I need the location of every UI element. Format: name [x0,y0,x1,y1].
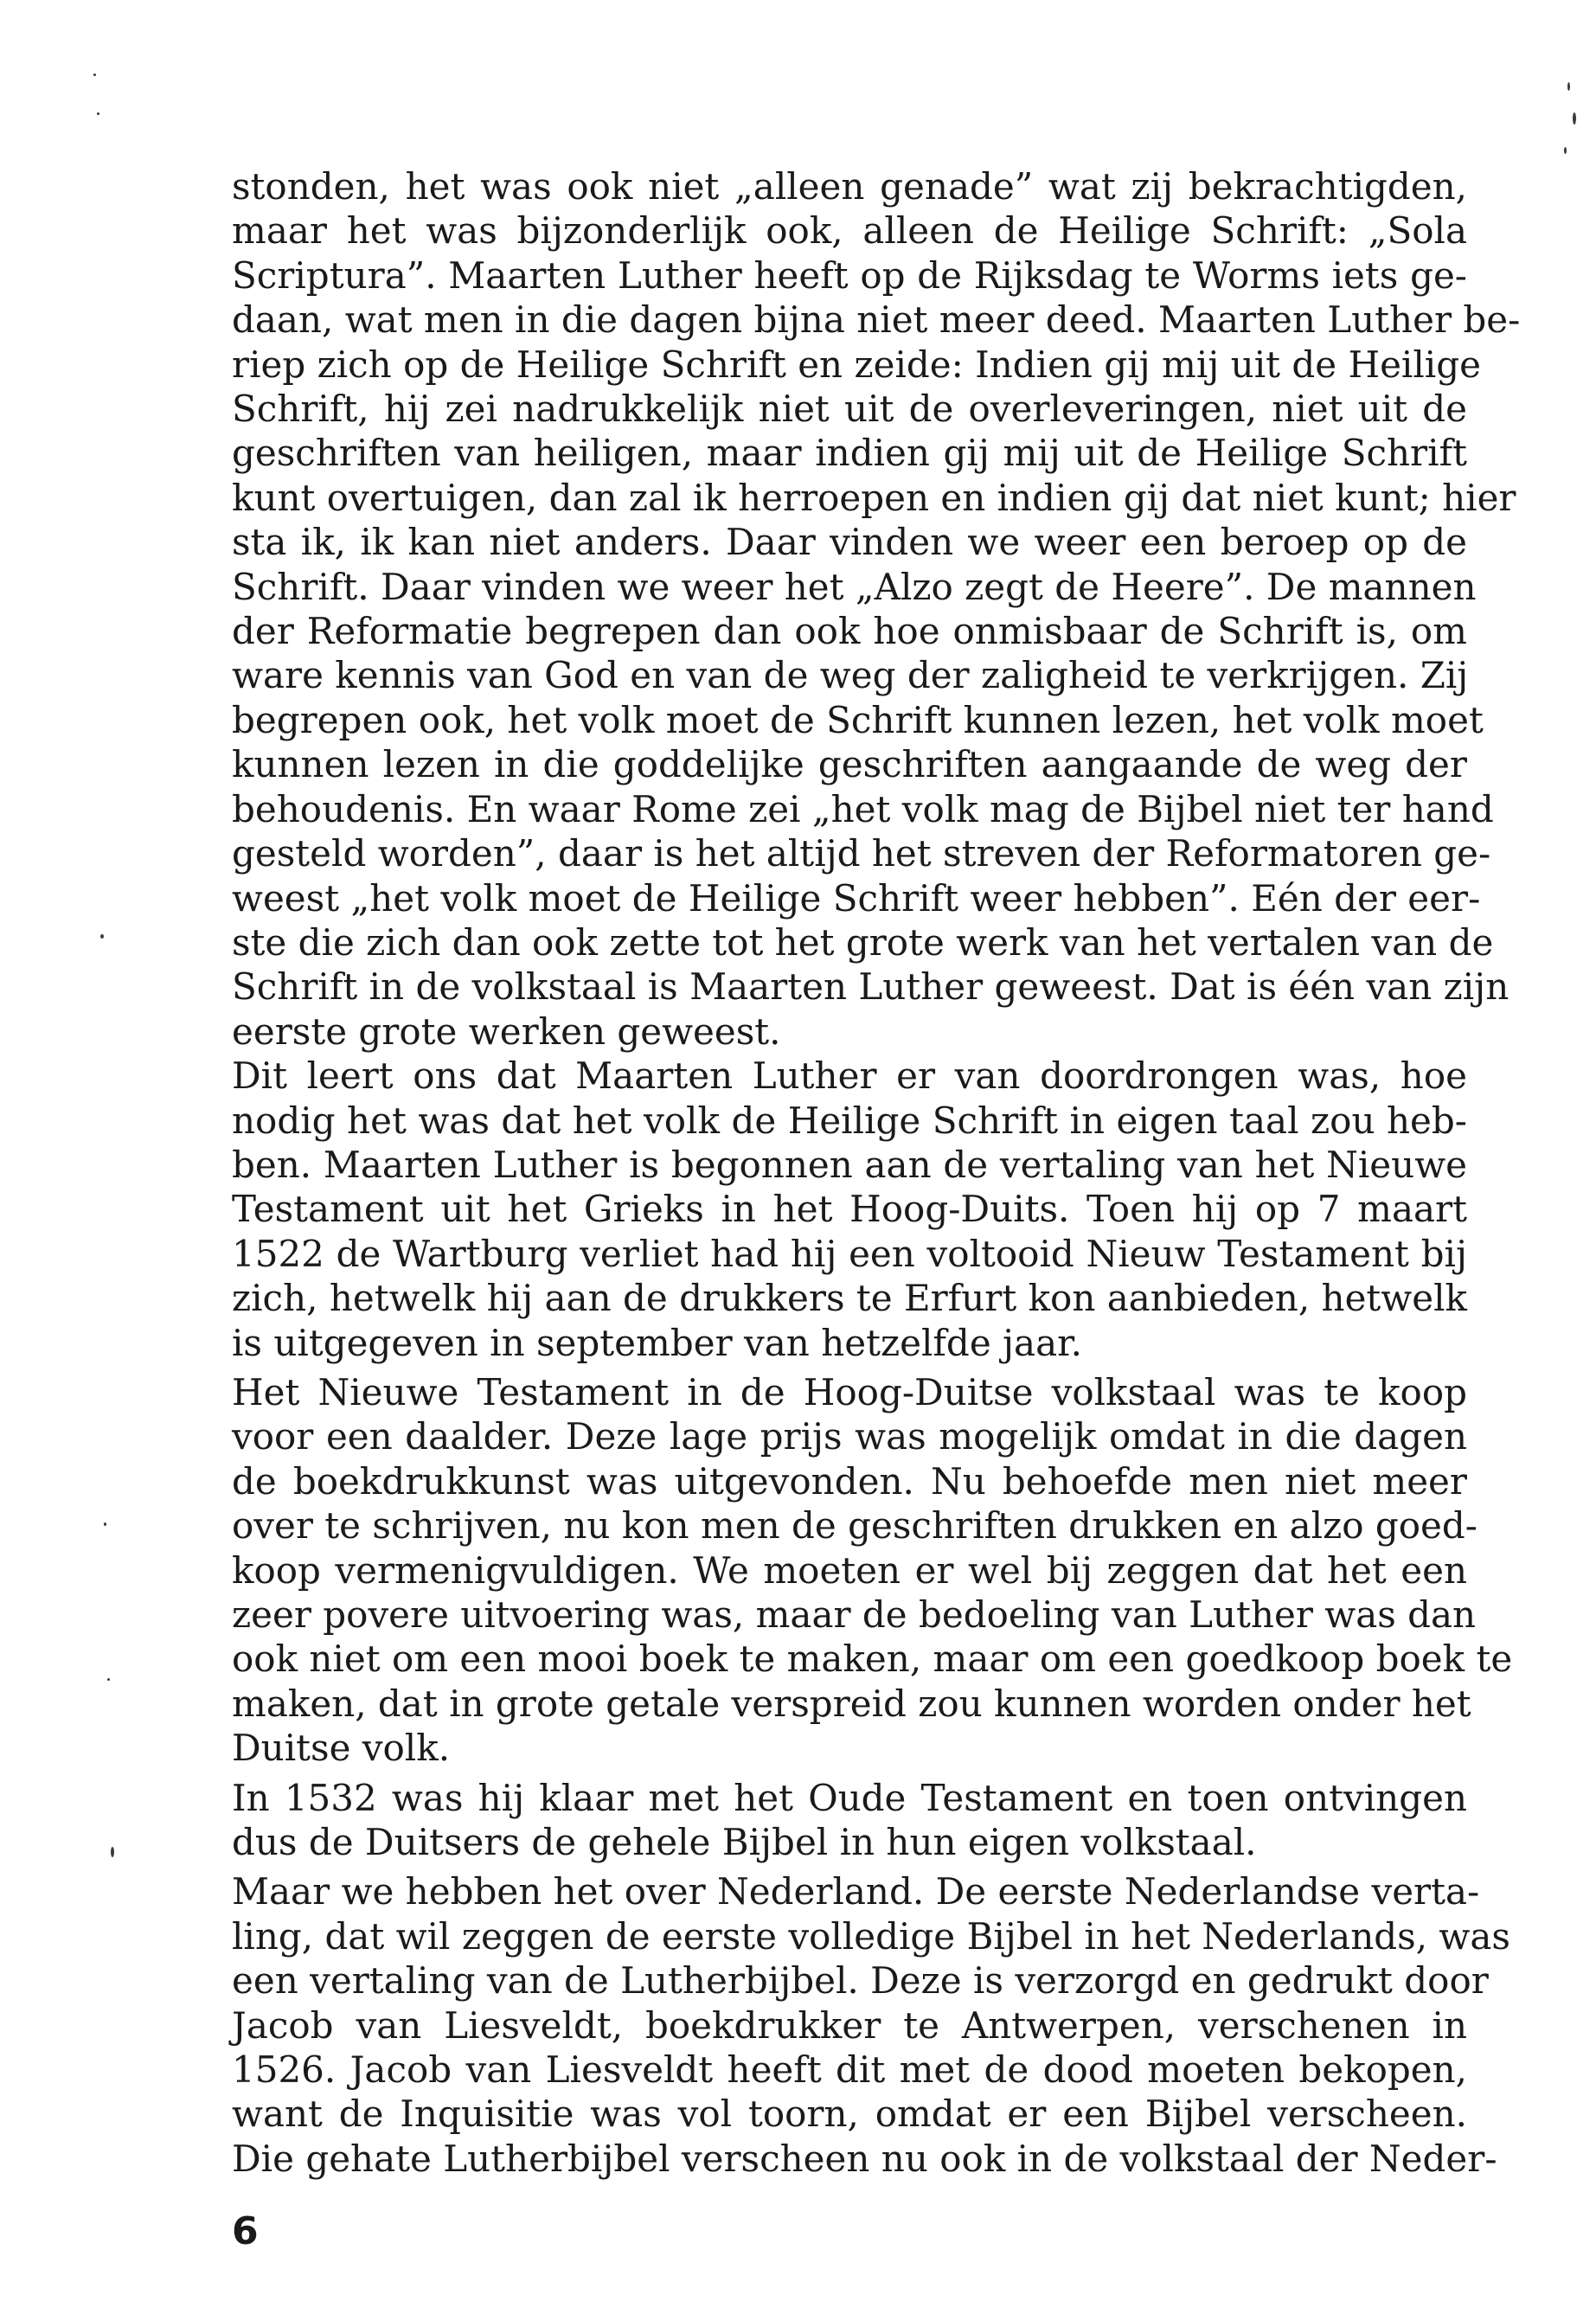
text-line: ook niet om een mooi boek te maken, maar om een goedkoop boek te [232,1638,1513,1681]
text-line: sta ik, ik kan niet anders. Daar vinden we weer een beroep op de [232,521,1467,564]
scan-speck [1573,112,1576,125]
text-line: stonden, het was ook niet „alleen genade” wat zij bekrachtigden, [232,165,1467,208]
paragraph [232,1054,1467,1365]
text-line: der Reformatie begrepen dan ook hoe onmisbaar de Schrift is, om [232,610,1467,653]
text-line: In 1532 was hij klaar met het Oude Testament en toen ontvingen [232,1776,1467,1819]
text-line: maken, dat in grote getale verspreid zou kunnen worden onder het [232,1682,1471,1725]
text-line: eerste grote werken geweest. [232,1009,781,1053]
text-line: daan, wat men in die dagen bijna niet meer deed. Maarten Luther be- [232,298,1521,342]
text-line: Schrift. Daar vinden we weer het „Alzo zegt de Heere”. De mannen [232,565,1477,608]
scan-speck [93,74,96,76]
text-line: Schrift in de volkstaal is Maarten Luther geweest. Dat is één van zijn [232,965,1509,1009]
text-line: ste die zich dan ook zette tot het grote werk van het vertalen van de [232,920,1494,964]
paragraph [232,1370,1513,1771]
scan-speck [1564,147,1567,154]
body-text [232,164,1521,2181]
scan-speck [104,1522,106,1526]
text-line: Maar we hebben het over Nederland. De eerste Nederlandse verta- [232,1870,1480,1913]
text-line: ling, dat wil zeggen de eerste volledige Bijbel in het Nederlands, was [232,1914,1510,1958]
text-line: voor een daalder. Deze lage prijs was mogelijk omdat in die dagen [232,1415,1467,1458]
text-line: Scriptura”. Maarten Luther heeft op de Rijksdag te Worms iets ge- [232,253,1467,297]
text-line: 1522 de Wartburg verliet had hij een voltooid Nieuw Testament bij [232,1232,1467,1275]
text-line: geschriften van heiligen, maar indien gij mij uit de Heilige Schrift [232,432,1467,475]
text-line: Die gehate Lutherbijbel verscheen nu ook in de volkstaal der Neder- [232,2137,1497,2180]
text-line: Jacob van Liesveldt, boekdrukker te Antwerpen, verschenen in [232,2003,1467,2047]
text-line: een vertaling van de Lutherbijbel. Deze is verzorgd en gedrukt door [232,1959,1489,2003]
text-line: zeer povere uitvoering was, maar de bedoeling van Luther was dan [232,1593,1477,1636]
text-line: dus de Duitsers de gehele Bijbel in hun eigen volkstaal. [232,1821,1257,1864]
text-line: zich, hetwelk hij aan de drukkers te Erfurt kon aanbieden, hetwelk [232,1277,1467,1320]
text-line: Het Nieuwe Testament in de Hoog-Duitse volkstaal was te koop [232,1370,1467,1413]
scan-speck [1567,82,1570,91]
scan-speck [97,112,99,115]
paragraph [232,1869,1510,2181]
page-number: 6 [232,2209,259,2253]
text-line: begrepen ook, het volk moet de Schrift kunnen lezen, het volk moet [232,698,1484,741]
text-line: want de Inquisitie was vol toorn, omdat er een Bijbel verscheen. [232,2093,1467,2136]
text-line: Schrift, hij zei nadrukkelijk niet uit de overleveringen, niet uit de [232,388,1467,431]
text-line: ben. Maarten Luther is begonnen aan de vertaling van het Nieuwe [232,1143,1467,1186]
text-line: Testament uit het Grieks in het Hoog-Duits. Toen hij op 7 maart [232,1188,1467,1231]
text-line: over te schrijven, nu kon men de geschriften drukken en alzo goed- [232,1504,1477,1548]
paragraph [232,164,1521,1054]
text-line: behoudenis. En waar Rome zei „het volk mag de Bijbel niet ter hand [232,787,1494,830]
scan-speck [111,1847,114,1857]
text-line: 1526. Jacob van Liesveldt heeft dit met de dood moeten bekopen, [232,2048,1467,2092]
text-line: maar het was bijzonderlijk ook, alleen de Heilige Schrift: „Sola [232,209,1467,253]
scan-speck [100,934,104,939]
text-line: kunnen lezen in die goddelijke geschriften aangaande de weg der [232,743,1467,786]
text-line: de boekdrukkunst was uitgevonden. Nu behoefde men niet meer [232,1459,1467,1503]
paragraph [232,1776,1467,1865]
text-line: riep zich op de Heilige Schrift en zeide: Indien gij mij uit de Heilige [232,343,1481,386]
text-line: Dit leert ons dat Maarten Luther er van doordrongen was, hoe [232,1054,1467,1098]
text-line: gesteld worden”, daar is het altijd het streven der Reformatoren ge- [232,832,1491,875]
text-line: nodig het was dat het volk de Heilige Schrift in eigen taal zou heb- [232,1099,1467,1142]
text-line: koop vermenigvuldigen. We moeten er wel bij zeggen dat het een [232,1548,1467,1592]
text-line: is uitgegeven in september van hetzelfde jaar. [232,1321,1082,1364]
text-line: weest „het volk moet de Heilige Schrift weer hebben”. Eén der eer- [232,876,1481,920]
text-line: kunt overtuigen, dan zal ik herroepen en indien gij dat niet kunt; hier [232,476,1516,519]
text-line: Duitse volk. [232,1727,451,1770]
text-line: ware kennis van God en van de weg der zaligheid te verkrijgen. Zij [232,654,1469,697]
scan-speck [107,1678,110,1681]
